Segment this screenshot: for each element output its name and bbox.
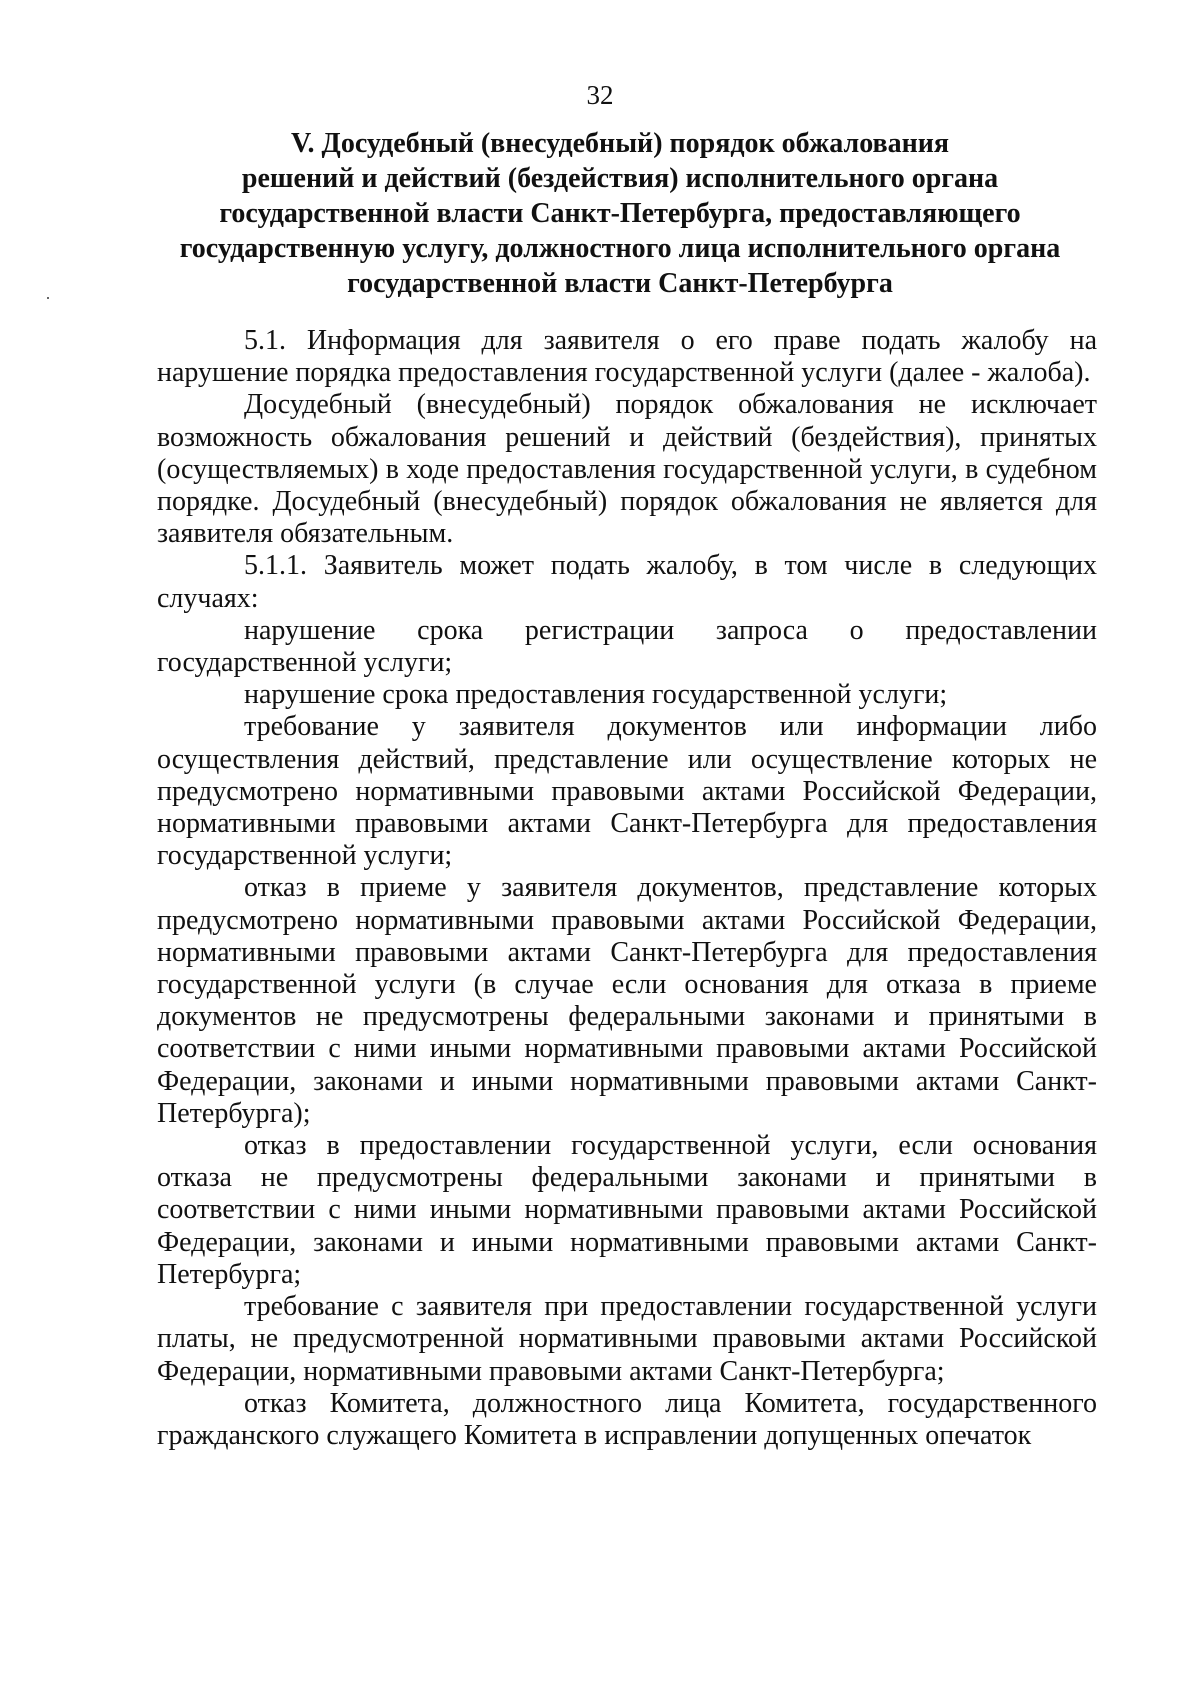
section-heading-line: государственной власти Санкт-Петербурга	[347, 268, 893, 299]
scan-speck	[47, 297, 49, 299]
list-item-document-refusal: отказ в приеме у заявителя документов, представление которых предусмотрено нормативными правовыми актами Российской Федерации, нормативными правовыми актами Санкт-Петербурга для предоставления государственной услуги (в случае если основания для отказа в приеме документов не предусмотрены федеральными законами и принятыми в соответствии с ними иными нормативными правовыми актами Российской Федерации, законами и иными нормативными правовыми актами Санкт-Петербурга);	[157, 872, 1097, 1129]
section-heading-line: решений и действий (бездействия) исполнительного органа	[241, 163, 999, 194]
section-heading-line: государственную услугу, должностного лица исполнительного органа	[179, 233, 1061, 264]
list-item-registration-deadline: нарушение срока регистрации запроса о предоставлении государственной услуги;	[157, 614, 1097, 679]
list-item-service-refusal: отказ в предоставлении государственной услуги, если основания отказа не предусмотрены федеральными законами и принятыми в соответствии с ними иными нормативными правовыми актами Российской Федерации, законами и иными нормативными правовыми актами Санкт-Петербурга;	[157, 1130, 1097, 1290]
document-body	[157, 325, 1097, 1452]
paragraph-5-1-1: 5.1.1. Заявитель может подать жалобу, в том числе в следующих случаях:	[157, 550, 1097, 614]
section-heading	[160, 126, 1080, 301]
section-heading-line: государственной власти Санкт-Петербурга, предоставляющего	[219, 198, 1021, 229]
page-number: 32	[586, 80, 614, 110]
list-item-extra-documents: требование у заявителя документов или информации либо осуществления действий, представление или осуществление которых не предусмотрено нормативными правовыми актами Российской Федерации, нормативными правовыми актами Санкт-Петербурга для предоставления государственной услуги;	[157, 711, 1097, 872]
paragraph-pretrial-appeal: Досудебный (внесудебный) порядок обжалования не исключает возможность обжалования решений и действий (бездействия), принятых (осуществляемых) в ходе предоставления государственной услуги, в судебном порядке. Досудебный (внесудебный) порядок обжалования не является для заявителя обязательным.	[157, 389, 1097, 550]
list-item-unlawful-fee: требование с заявителя при предоставлении государственной услуги платы, не предусмотренной нормативными правовыми актами Российской Федерации, нормативными правовыми актами Санкт-Петербурга;	[157, 1291, 1097, 1387]
list-item-service-deadline: нарушение срока предоставления государственной услуги;	[244, 679, 948, 711]
section-heading-line: V. Досудебный (внесудебный) порядок обжалования	[290, 128, 950, 159]
list-item-typo-correction-refusal: отказ Комитета, должностного лица Комитета, государственного гражданского служащего Комитета в исправлении допущенных опечаток	[157, 1387, 1097, 1451]
paragraph-5-1: 5.1. Информация для заявителя о его праве подать жалобу на нарушение порядка предоставления государственной услуги (далее - жалоба).	[157, 325, 1097, 389]
